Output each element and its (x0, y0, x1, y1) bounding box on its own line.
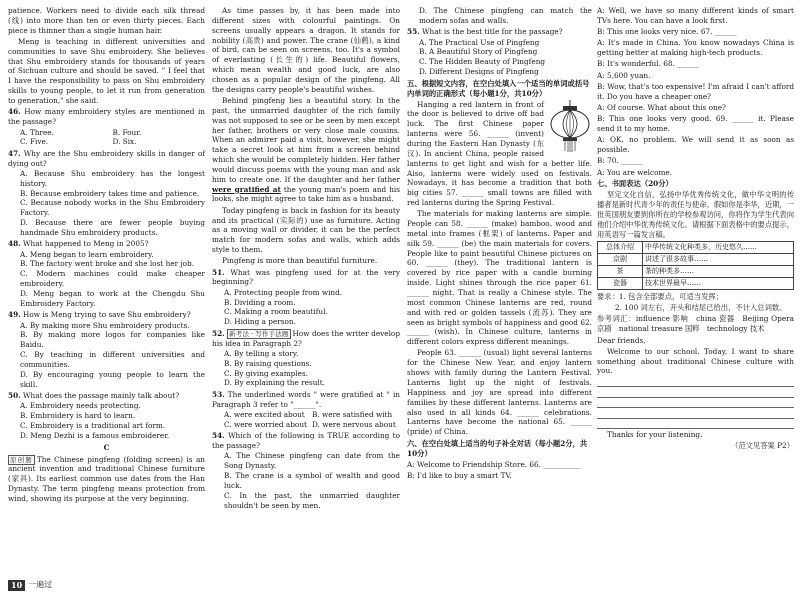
dialog-line-b1: B: I'd like to buy a smart TV. (407, 470, 512, 480)
question-49: 49. How is Meng trying to save Shu embroidery? A. By making more Shu embroidery products. B. By making more logos for companies like Baidu. C. By teaching in different universities and communities. D. By encouraging young people to learn the skill. (8, 310, 205, 389)
question-52: 52. 新考法 · 写作手法题 How does the writer develop his idea in Paragraph 2? A. By telling a story. B. By raising questions. C. By giving examples. D. By explaining the result. (212, 328, 400, 388)
answer-option: C. The Hidden Beauty of Pingfeng (419, 57, 546, 67)
answer-option: C. By teaching in different universities and communities. (20, 350, 205, 369)
section-5-heading: 五、根据短文内容，在空白处填入一个适当的单词或括号内单词的正确形式（每小题1分，共10分） (407, 78, 590, 98)
table-row: 瓷器 技术世界最早…… (598, 277, 794, 289)
passage-c-p4: Pingfeng is more than beautiful furniture. (222, 256, 378, 266)
answer-option: A. Because Shu embroidery has the longest history. (20, 168, 205, 188)
question-54: 54. Which of the following is TRUE according to the passage? A. The Chinese pingfeng can date from the Song Dynasty. B. The crane is a symbol of wealth and good luck. C. In the past, the unmarried daughter shouldn't be seen by men. (212, 431, 400, 510)
passage-c-p1: As time passes by, it has been made into different sizes with colourful paintings. On screens usually appears a dragon. It stands for nobility (高贵) and power. The crane (仙鹤), a kind of bird, can be seen on screens, too. It's a symbol of everlasting (长生的) life. Beautiful flowers, which mean wealth and good luck, are also chosen as a popular design of the pingfeng. All the designs carry people's beautiful wishes. (212, 6, 400, 94)
question-50: 50. What does the passage mainly talk about? A. Embroidery needs protecting. B. Embroidery is hard to learn. C. Embroidery is a traditional art form. D. Meng Dezhi is a famous embroiderer. (8, 391, 205, 441)
answer-option: D. Meng began to work at the Chengdu Shu Embroidery Factory. (20, 289, 205, 308)
question-55 (407, 27, 592, 77)
question-48: 48. What happened to Meng in 2005? A. Meng began to learn embroidery. B. The factory went broke and she lost her job. C. Modern machines could make cheaper embroidery. D. Meng began to work at the Chengdu Shu Embroidery Factory. (8, 239, 205, 308)
answer-option: C. Making a room beautiful. (224, 307, 328, 317)
column-3 (407, 6, 592, 482)
answer-option: A. were excited about (224, 409, 305, 419)
original-question-tag: 原创题 (10, 455, 33, 464)
dialog-line: B: 70. ______ (597, 156, 643, 166)
answer-option: B. The factory went broke and she lost her job. (20, 259, 195, 269)
answer-option: B. Four. (112, 127, 142, 137)
answer-option: D. Six. (112, 137, 137, 147)
writing-req-1: 要求：1. 包含全部要点，可适当发挥； (597, 291, 724, 301)
column-4 (597, 6, 794, 453)
table-row: 京剧 讲述了很多故事…… (598, 253, 794, 265)
passage-b-end: patience. Workers need to divide each silk thread (线) into more than ten or even thirty pieces. Each piece is thinner than a single human hair. (8, 6, 205, 35)
dialog-line: B: This one looks very good. 69. ______ it. Please send it to my home. (597, 114, 794, 134)
answer-option: D. Meng Dezhi is a famous embroiderer. (20, 430, 170, 440)
answer-option: D. were nervous about (312, 419, 396, 429)
answer-option: C. In the past, the unmarried daughter shouldn't be seen by men. (224, 490, 400, 510)
answer-option: D. Different Designs of Pingfeng (419, 67, 539, 77)
writing-req-2: 2. 100 词左右，开头和结尾已给出，不计入总词数。 (615, 303, 787, 313)
answer-option: C. Embroidery is a traditional art form. (20, 420, 166, 430)
answer-option: A. Embroidery needs protecting. (20, 401, 141, 411)
dialog-line: B: Wow, that's too expensive! I'm afraid I can't afford it. Do you have a cheaper one? (597, 81, 794, 101)
letter-opening: Welcome to our school. Today, I want to share something about traditional Chinese culture with you. (597, 346, 794, 376)
dialog-line: A: Well, we have so many different kinds of smart TVs here. You can have a look first. (597, 6, 794, 25)
dialog-line: A: Of course. What about this one? (597, 102, 726, 112)
answer-option: B. Because embroidery takes time and patience. (20, 188, 200, 198)
question-tag: 新考法 · 写作手法题 (229, 329, 289, 338)
answer-option: C. Because nobody works in the Shu Embroidery Factory. (20, 198, 205, 218)
dialog-line-a1: A: Welcome to Friendship Store. 66. __________ (407, 459, 580, 469)
answer-option: A. By making more Shu embroidery products. (20, 320, 190, 330)
brand-label: 一遍过 (28, 580, 53, 590)
dialog-line: A: OK, no problem. We will send it as soon as possible. (597, 135, 794, 155)
question-51: 51. What was pingfeng used for at the very beginning? A. Protecting people from wind. B. Dividing a room. C. Making a room beautiful. D. Hiding a person. (212, 267, 401, 327)
lantern-illustration (548, 100, 592, 152)
answer-option: C. Modern machines could make cheaper embroidery. (20, 269, 205, 289)
answer-option: B. The crane is a symbol of wealth and good luck. (224, 470, 400, 490)
dialog-line: B: It's wonderful. 68. ______ (597, 59, 700, 69)
question-53: 53. The underlined words " were gratified at " in Paragraph 3 refer to "______". A. were excited about B. were satisfied with C. were worried about D. were nervous about (212, 389, 400, 429)
question-46: 46. How many embroidery styles are mentioned in the passage? A. Three. B. Four. C. Five. D. Six. (8, 107, 205, 147)
question-47: 47. Why are the Shu embroidery skills in danger of dying out? A. Because Shu embroidery has the longest history. B. Because embroidery takes time and patience. C. Because nobody works in the Shu Embroidery Factory. D. Because there are fewer people buying handmade Shu embroidery products. (8, 148, 205, 237)
q54-option-d: D. The Chinese pingfeng can match the modern sofas and walls. (419, 6, 592, 25)
writing-points-table (597, 241, 794, 290)
table-row: 总体介绍 中华传统文化种类多，历史悠久…… (598, 241, 794, 253)
lantern-p2: The materials for making lanterns are simple. People can 58. ______ (make) bamboo, wood and metal into frames (框架) of lanterns. Paper and silk 59. ______ (be) the main materials for covers. People like to paint beautiful Chinese pictures on 60. ______ (they). The traditional lantern is covered by rice paper with a candle burning inside. Light shines through the rice paper 61. ______ night. That is really a Chinese style. The most common Chinese lanterns are red, round and with red or golden tassels (流苏). They are seen as bright symbols of happiness and good 62. ______ (wish). In Chinese culture, lanterns in different colors express different meanings. (407, 209, 592, 347)
answer-option: C. By giving examples. (224, 368, 309, 378)
passage-c-p2: Behind pingfeng lies a beautiful story. In the past, the unmarried daughter of the rich family was not supposed to see or be seen by men except her father, brothers or very close male cousins. When an admirer paid a visit, however, she might take a secret look at him from a screen behind which she would be completely hidden. Her father would discuss poems with the young man and ask him to create one. If the daughter and her father were gratified at the young man's poem and his looks, she might agree to take him as a husband. (212, 95, 400, 204)
lantern-p3: People 63. ______ (usual) light several lanterns for the Chinese New Year, and enjoy lantern shows with family during the Lantern Festival. Lanterns light up the night of festivals. Happiness and joy are spread into different families by these different lanterns. Lanterns are also used in all kinds 64. ______ celebrations. Lanterns have become the national 65. ______ (pride) of China. (407, 348, 592, 437)
answer-option: A. Three. (20, 127, 54, 137)
question-55: 55. What is the best title for the passage? A. The Practical Use of Pingfeng B. A Beautiful Story of Pingfeng C. The Hidden Beauty of Pingfeng D. Different Designs of Pingfeng (407, 27, 592, 77)
answer-option: A. Meng began to learn embroidery. (20, 249, 154, 259)
lantern-p1: Hanging a red lantern in front of the door is believed to drive off bad luck. The first Chinese paper lanterns were 56. ______ (invent) during the Eastern Han Dynasty (东汉). In ancient China, people raised lanterns to get light and wish for a better life. Also, lanterns were widely used on festivals. Nowadays, it has become a tradition that both big cities 57. ______ small towns are filled with red lanterns during the Spring Festival. (407, 99, 592, 208)
table-row: 茶 茶的种类多…… (598, 265, 794, 277)
dialog-line: A: It's made in China. You know nowadays China is getting better at making high-tech products. (597, 38, 794, 58)
section-6-heading: 六、在空白处填上适当的句子补全对话（每小题2分，共10分） (407, 439, 588, 458)
questions-51-54 (212, 268, 400, 511)
dialog-line: B: This one looks very nice. 67. ______ (597, 27, 737, 37)
answer-option: B. Dividing a room. (224, 297, 296, 307)
answer-option: D. By explaining the result. (224, 378, 325, 388)
answer-option: A. Protecting people from wind. (224, 287, 343, 297)
answer-option: B. Embroidery is hard to learn. (20, 411, 136, 421)
answer-option: A. The Practical Use of Pingfeng (419, 37, 540, 47)
column-1 (8, 6, 205, 505)
writing-prompt: 坚定文化自信，弘扬中华优秀传统文化，做中华文明的传播者是新时代青少年的责任与使命。假如你是李华，近期，一批英国朋友要到你所在的学校参观访问，你将作为学生代表向他们介绍中华优秀传统文化。请根据下面表格中的要点提示，用英语写一篇发言稿。 (597, 190, 795, 239)
dialog-line: A: 5,600 yuan. (597, 70, 651, 80)
writing-area (597, 378, 794, 430)
answer-option: C. Five. (20, 137, 49, 147)
reference-vocab: 参考词汇：influence 影响 china 瓷器 Beijing Opera 京剧 national treasure 国粹 technology 技术 (597, 314, 794, 334)
section-7-heading: 七、书面表达（20分） (597, 179, 673, 189)
passage-c-p3: Today pingfeng is back in fashion for its beauty and its practical (实际的) use as furniture. Acting as a moving wall or divider, it can be the perfect match for modern sofas and walls, which adds style to them. (212, 205, 400, 255)
passage-c-letter: C (103, 442, 110, 452)
column-2 (212, 6, 400, 510)
answer-reference: （范文见答案 P2） (731, 441, 794, 451)
answer-option: B. By making more logos for companies like Baidu. (20, 330, 205, 350)
answer-option: B. were satisfied with (312, 409, 393, 419)
passage-b-meng: Meng is teaching in different universities and communities to save Shu embroidery. She believes that Shu embroidery stands for thousands of years of Sichuan culture and should be saved. " I feel that I have the responsibility to pass on Shu embroidery skills to young people, to let it run from generation to generation," she said. (8, 36, 205, 105)
underlined-phrase: were gratified at (212, 184, 281, 194)
answer-option: D. By encouraging young people to learn the skill. (20, 369, 205, 389)
letter-closing: Thanks for your listening. (607, 430, 703, 440)
dialog-line: A: You are welcome. (597, 167, 673, 177)
questions-46-50 (8, 107, 205, 440)
answer-option: A. The Chinese pingfeng can date from the Song Dynasty. (224, 451, 400, 471)
dialog-continued (597, 6, 794, 177)
answer-option: D. Because there are fewer people buying handmade Shu embroidery products. (20, 218, 205, 237)
answer-option: B. By raising questions. (224, 358, 312, 368)
answer-option: A. By telling a story. (224, 348, 299, 358)
page-footer (8, 580, 52, 591)
answer-option: B. A Beautiful Story of Pingfeng (419, 47, 538, 57)
passage-c-intro: The Chinese pingfeng (folding screen) is an ancient invention and traditional Chinese furniture (家具). Its earliest common use dates from the Han Dynasty. The term pingfeng means protection from wind, showing its purpose at the very beginning. (8, 454, 206, 503)
page-number: 10 (8, 580, 25, 591)
letter-salutation: Dear friends, (597, 335, 646, 345)
answer-option: D. Hiding a person. (224, 317, 296, 327)
answer-option: C. were worried about (224, 419, 307, 429)
